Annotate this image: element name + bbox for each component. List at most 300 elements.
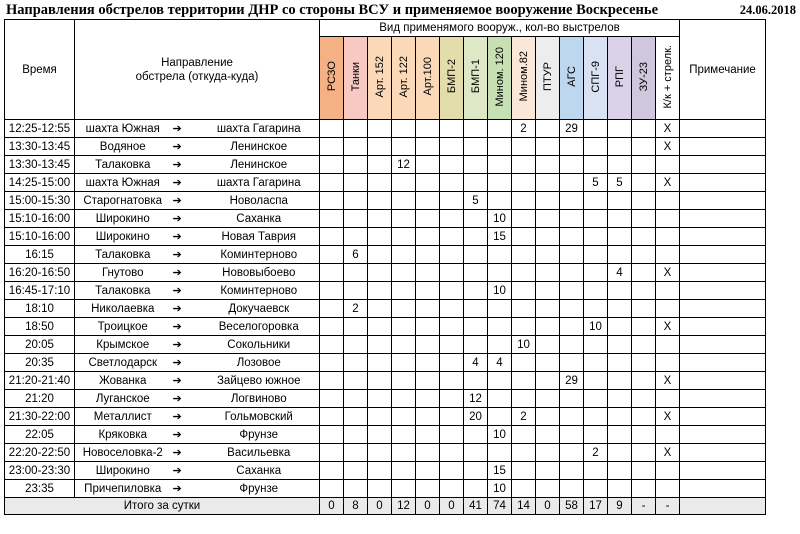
arrow-right-icon: ➔: [171, 444, 199, 462]
total-value: 0: [536, 498, 560, 515]
weapon-header-9: [536, 37, 560, 120]
row-to: Докучаевск: [199, 300, 320, 318]
row-value: [512, 228, 536, 246]
row-value: [536, 300, 560, 318]
row-value: 12: [392, 156, 416, 174]
row-value: [488, 372, 512, 390]
row-value: [464, 282, 488, 300]
row-time: 21:30-22:00: [5, 408, 75, 426]
row-value: [488, 156, 512, 174]
row-value: [416, 480, 440, 498]
row-value: [608, 408, 632, 426]
row-value: [512, 390, 536, 408]
row-value: [392, 264, 416, 282]
row-value: [416, 444, 440, 462]
arrow-right-icon: ➔: [171, 264, 199, 282]
row-value: [392, 390, 416, 408]
row-value: [344, 336, 368, 354]
row-value: [560, 408, 584, 426]
row-value: [656, 426, 680, 444]
row-value: [536, 282, 560, 300]
row-value: [488, 390, 512, 408]
row-value: [440, 408, 464, 426]
row-value: [512, 372, 536, 390]
row-value: [608, 138, 632, 156]
row-value: [632, 246, 656, 264]
row-value: X: [656, 120, 680, 138]
row-value: [320, 408, 344, 426]
arrow-right-icon: ➔: [171, 480, 199, 498]
row-time: 22:20-22:50: [5, 444, 75, 462]
weapon-label: РСЗО: [325, 61, 338, 92]
row-value: [416, 174, 440, 192]
header-weapons-group: Вид применямого вооруж., кол-во выстрелов: [320, 20, 680, 37]
row-value: [392, 282, 416, 300]
row-value: [488, 264, 512, 282]
weapon-header-4: [416, 37, 440, 120]
row-value: [608, 318, 632, 336]
row-value: [536, 390, 560, 408]
row-value: [656, 462, 680, 480]
row-value: [320, 156, 344, 174]
row-value: [536, 138, 560, 156]
row-value: [632, 390, 656, 408]
row-value: [488, 318, 512, 336]
row-time: 21:20: [5, 390, 75, 408]
row-value: 5: [464, 192, 488, 210]
weapon-header-7: [488, 37, 512, 120]
row-value: [344, 390, 368, 408]
row-time: 16:15: [5, 246, 75, 264]
row-value: [632, 120, 656, 138]
row-value: [536, 228, 560, 246]
row-note: [680, 480, 766, 498]
row-value: [464, 246, 488, 264]
row-value: [632, 210, 656, 228]
report-title: Направления обстрелов территории ДНР со стороны ВСУ и применяемое вооружение Воскресенье: [6, 2, 659, 18]
row-value: [656, 336, 680, 354]
row-value: [584, 246, 608, 264]
row-value: [368, 192, 392, 210]
row-from: шахта Южная: [75, 120, 171, 138]
row-value: [536, 354, 560, 372]
row-value: [320, 336, 344, 354]
row-time: 14:25-15:00: [5, 174, 75, 192]
table-row: [5, 444, 766, 462]
row-value: 10: [488, 480, 512, 498]
row-value: [344, 174, 368, 192]
row-value: [512, 174, 536, 192]
row-to: Фрунзе: [199, 480, 320, 498]
row-value: [632, 228, 656, 246]
row-value: [536, 444, 560, 462]
row-value: [344, 282, 368, 300]
row-value: [464, 210, 488, 228]
row-value: [536, 462, 560, 480]
row-value: [488, 192, 512, 210]
weapon-label: БМП-2: [445, 59, 458, 94]
row-value: [440, 336, 464, 354]
row-note: [680, 282, 766, 300]
total-value: -: [656, 498, 680, 515]
row-value: X: [656, 174, 680, 192]
row-value: [392, 174, 416, 192]
row-value: [440, 192, 464, 210]
row-value: [608, 156, 632, 174]
row-value: 10: [488, 282, 512, 300]
row-value: [416, 264, 440, 282]
weapon-header-13: [632, 37, 656, 120]
row-value: [584, 480, 608, 498]
row-time: 15:10-16:00: [5, 228, 75, 246]
total-value: 14: [512, 498, 536, 515]
row-from: Троицкое: [75, 318, 171, 336]
row-value: [368, 444, 392, 462]
row-value: [560, 426, 584, 444]
row-value: [368, 120, 392, 138]
row-value: [632, 372, 656, 390]
row-value: X: [656, 264, 680, 282]
row-from: Кряковка: [75, 426, 171, 444]
table-row: [5, 228, 766, 246]
weapon-label: РПГ: [613, 65, 626, 88]
row-value: [392, 300, 416, 318]
row-value: [584, 390, 608, 408]
row-time: 23:00-23:30: [5, 462, 75, 480]
header-note: Примечание: [680, 20, 766, 120]
arrow-right-icon: ➔: [171, 174, 199, 192]
row-value: [416, 120, 440, 138]
row-value: [392, 480, 416, 498]
row-value: [440, 462, 464, 480]
row-value: [440, 246, 464, 264]
row-value: [512, 282, 536, 300]
arrow-right-icon: ➔: [171, 408, 199, 426]
row-value: [632, 300, 656, 318]
table-row: [5, 156, 766, 174]
row-value: [440, 120, 464, 138]
table-row: [5, 300, 766, 318]
row-to: Сокольники: [199, 336, 320, 354]
row-value: [632, 282, 656, 300]
row-value: [608, 336, 632, 354]
row-value: [488, 174, 512, 192]
arrow-right-icon: ➔: [171, 390, 199, 408]
table-row: [5, 210, 766, 228]
row-value: [392, 426, 416, 444]
total-value: 0: [440, 498, 464, 515]
row-value: [368, 156, 392, 174]
row-from: Жованка: [75, 372, 171, 390]
row-value: [584, 372, 608, 390]
row-value: [368, 390, 392, 408]
row-to: Новая Таврия: [199, 228, 320, 246]
row-from: Талаковка: [75, 246, 171, 264]
row-to: Васильевка: [199, 444, 320, 462]
arrow-right-icon: ➔: [171, 138, 199, 156]
weapon-label: АГС: [565, 66, 578, 87]
weapon-label: Мином. 120: [493, 46, 506, 107]
report-date: 24.06.2018: [739, 3, 796, 17]
row-to: Логвиново: [199, 390, 320, 408]
row-value: [512, 300, 536, 318]
row-value: 12: [464, 390, 488, 408]
row-value: [320, 390, 344, 408]
table-row: [5, 318, 766, 336]
row-value: [440, 156, 464, 174]
row-value: [632, 408, 656, 426]
header-direction-line2: обстрела (откуда-куда): [135, 70, 259, 83]
row-time: 20:05: [5, 336, 75, 354]
row-value: [416, 462, 440, 480]
row-time: 15:10-16:00: [5, 210, 75, 228]
row-value: [608, 246, 632, 264]
row-value: [560, 318, 584, 336]
row-value: [464, 156, 488, 174]
row-value: [512, 318, 536, 336]
row-value: [368, 300, 392, 318]
row-from: Металлист: [75, 408, 171, 426]
row-value: [488, 300, 512, 318]
row-value: [632, 192, 656, 210]
row-value: [584, 282, 608, 300]
row-value: [560, 282, 584, 300]
header-direction-line1: Направление: [161, 56, 233, 69]
totals-row: [5, 498, 766, 515]
arrow-right-icon: ➔: [171, 228, 199, 246]
row-value: [560, 210, 584, 228]
row-value: [536, 264, 560, 282]
totals-label: Итого за сутки: [5, 498, 320, 515]
row-value: [608, 192, 632, 210]
row-value: [392, 318, 416, 336]
row-value: [320, 120, 344, 138]
row-value: [560, 138, 584, 156]
row-value: [368, 138, 392, 156]
row-value: [368, 228, 392, 246]
row-value: [560, 336, 584, 354]
row-value: [344, 138, 368, 156]
row-value: [320, 426, 344, 444]
row-value: [344, 120, 368, 138]
row-value: 10: [488, 426, 512, 444]
total-value: 12: [392, 498, 416, 515]
table-row: [5, 408, 766, 426]
row-value: [416, 426, 440, 444]
row-value: [536, 156, 560, 174]
row-value: [608, 480, 632, 498]
row-value: [536, 408, 560, 426]
row-value: [656, 300, 680, 318]
row-value: [608, 372, 632, 390]
row-value: [320, 480, 344, 498]
row-value: [608, 444, 632, 462]
row-value: [536, 372, 560, 390]
row-value: 4: [488, 354, 512, 372]
row-value: [632, 480, 656, 498]
row-value: [416, 138, 440, 156]
row-value: [392, 408, 416, 426]
table-row: [5, 390, 766, 408]
row-value: [464, 318, 488, 336]
row-value: [608, 390, 632, 408]
row-value: 10: [584, 318, 608, 336]
row-value: [320, 354, 344, 372]
row-from: Гнутово: [75, 264, 171, 282]
weapon-label: ПТУР: [541, 62, 554, 91]
row-value: [464, 228, 488, 246]
row-value: [584, 138, 608, 156]
table-row: [5, 174, 766, 192]
row-value: [368, 264, 392, 282]
row-value: 2: [344, 300, 368, 318]
row-value: 2: [584, 444, 608, 462]
row-value: [320, 174, 344, 192]
row-from: Новоселовка-2: [75, 444, 171, 462]
arrow-right-icon: ➔: [171, 210, 199, 228]
row-value: 5: [584, 174, 608, 192]
row-value: [656, 390, 680, 408]
row-value: [488, 246, 512, 264]
row-value: [320, 210, 344, 228]
row-value: [368, 336, 392, 354]
row-value: [344, 228, 368, 246]
row-value: 6: [344, 246, 368, 264]
row-value: [416, 192, 440, 210]
row-from: Водяное: [75, 138, 171, 156]
row-time: 22:05: [5, 426, 75, 444]
row-value: [656, 210, 680, 228]
row-value: [344, 192, 368, 210]
row-value: [632, 318, 656, 336]
row-value: [512, 354, 536, 372]
row-value: [632, 156, 656, 174]
row-note: [680, 300, 766, 318]
row-value: [488, 444, 512, 462]
row-time: 23:35: [5, 480, 75, 498]
row-value: [560, 156, 584, 174]
row-from: Широкино: [75, 462, 171, 480]
row-value: [320, 300, 344, 318]
row-value: [512, 480, 536, 498]
row-note: [680, 318, 766, 336]
arrow-right-icon: ➔: [171, 372, 199, 390]
row-from: Светлодарск: [75, 354, 171, 372]
row-value: 20: [464, 408, 488, 426]
row-value: [416, 210, 440, 228]
row-value: [560, 462, 584, 480]
arrow-right-icon: ➔: [171, 318, 199, 336]
table-row: [5, 120, 766, 138]
table-row: [5, 426, 766, 444]
total-value: 0: [368, 498, 392, 515]
row-value: [560, 480, 584, 498]
weapon-header-6: [464, 37, 488, 120]
row-from: шахта Южная: [75, 174, 171, 192]
row-value: [584, 462, 608, 480]
row-value: [512, 264, 536, 282]
row-value: 2: [512, 120, 536, 138]
row-value: [320, 282, 344, 300]
row-note: [680, 210, 766, 228]
row-value: [368, 372, 392, 390]
row-note: [680, 174, 766, 192]
row-value: [584, 426, 608, 444]
row-value: 4: [464, 354, 488, 372]
total-value: 0: [416, 498, 440, 515]
row-value: [632, 264, 656, 282]
row-value: 15: [488, 462, 512, 480]
row-value: [656, 282, 680, 300]
row-value: [416, 156, 440, 174]
row-value: [416, 354, 440, 372]
row-value: [368, 210, 392, 228]
row-value: [368, 408, 392, 426]
weapon-label: БМП-1: [469, 59, 482, 94]
row-value: [464, 444, 488, 462]
row-value: [344, 372, 368, 390]
row-note: [680, 426, 766, 444]
table-row: [5, 462, 766, 480]
row-value: 4: [608, 264, 632, 282]
row-time: 18:50: [5, 318, 75, 336]
row-value: [320, 444, 344, 462]
row-value: [416, 300, 440, 318]
row-value: [416, 390, 440, 408]
weapon-header-2: [368, 37, 392, 120]
row-time: 12:25-12:55: [5, 120, 75, 138]
row-value: 5: [608, 174, 632, 192]
row-value: [368, 426, 392, 444]
total-value: -: [632, 498, 656, 515]
row-value: [440, 480, 464, 498]
row-time: 15:00-15:30: [5, 192, 75, 210]
row-value: [440, 390, 464, 408]
row-to: Ленинское: [199, 156, 320, 174]
row-value: [512, 156, 536, 174]
row-value: [584, 120, 608, 138]
row-time: 13:30-13:45: [5, 156, 75, 174]
row-value: [560, 228, 584, 246]
row-note: [680, 156, 766, 174]
row-from: Талаковка: [75, 282, 171, 300]
row-value: [584, 336, 608, 354]
total-note: [680, 498, 766, 515]
row-value: [608, 462, 632, 480]
shelling-table: [4, 19, 766, 515]
row-note: [680, 192, 766, 210]
row-to: Коминтерново: [199, 282, 320, 300]
arrow-right-icon: ➔: [171, 354, 199, 372]
row-value: [464, 174, 488, 192]
row-value: [320, 462, 344, 480]
row-note: [680, 120, 766, 138]
row-value: [656, 192, 680, 210]
row-value: [560, 192, 584, 210]
row-value: [536, 480, 560, 498]
row-value: [608, 300, 632, 318]
row-value: [392, 120, 416, 138]
row-to: Нововыбоево: [199, 264, 320, 282]
weapon-label: Арт. 152: [373, 55, 386, 98]
row-value: [488, 120, 512, 138]
weapon-header-12: [608, 37, 632, 120]
total-value: 0: [320, 498, 344, 515]
row-value: [344, 318, 368, 336]
row-value: [488, 336, 512, 354]
row-from: Широкино: [75, 228, 171, 246]
weapon-label: СПГ-9: [589, 60, 602, 93]
